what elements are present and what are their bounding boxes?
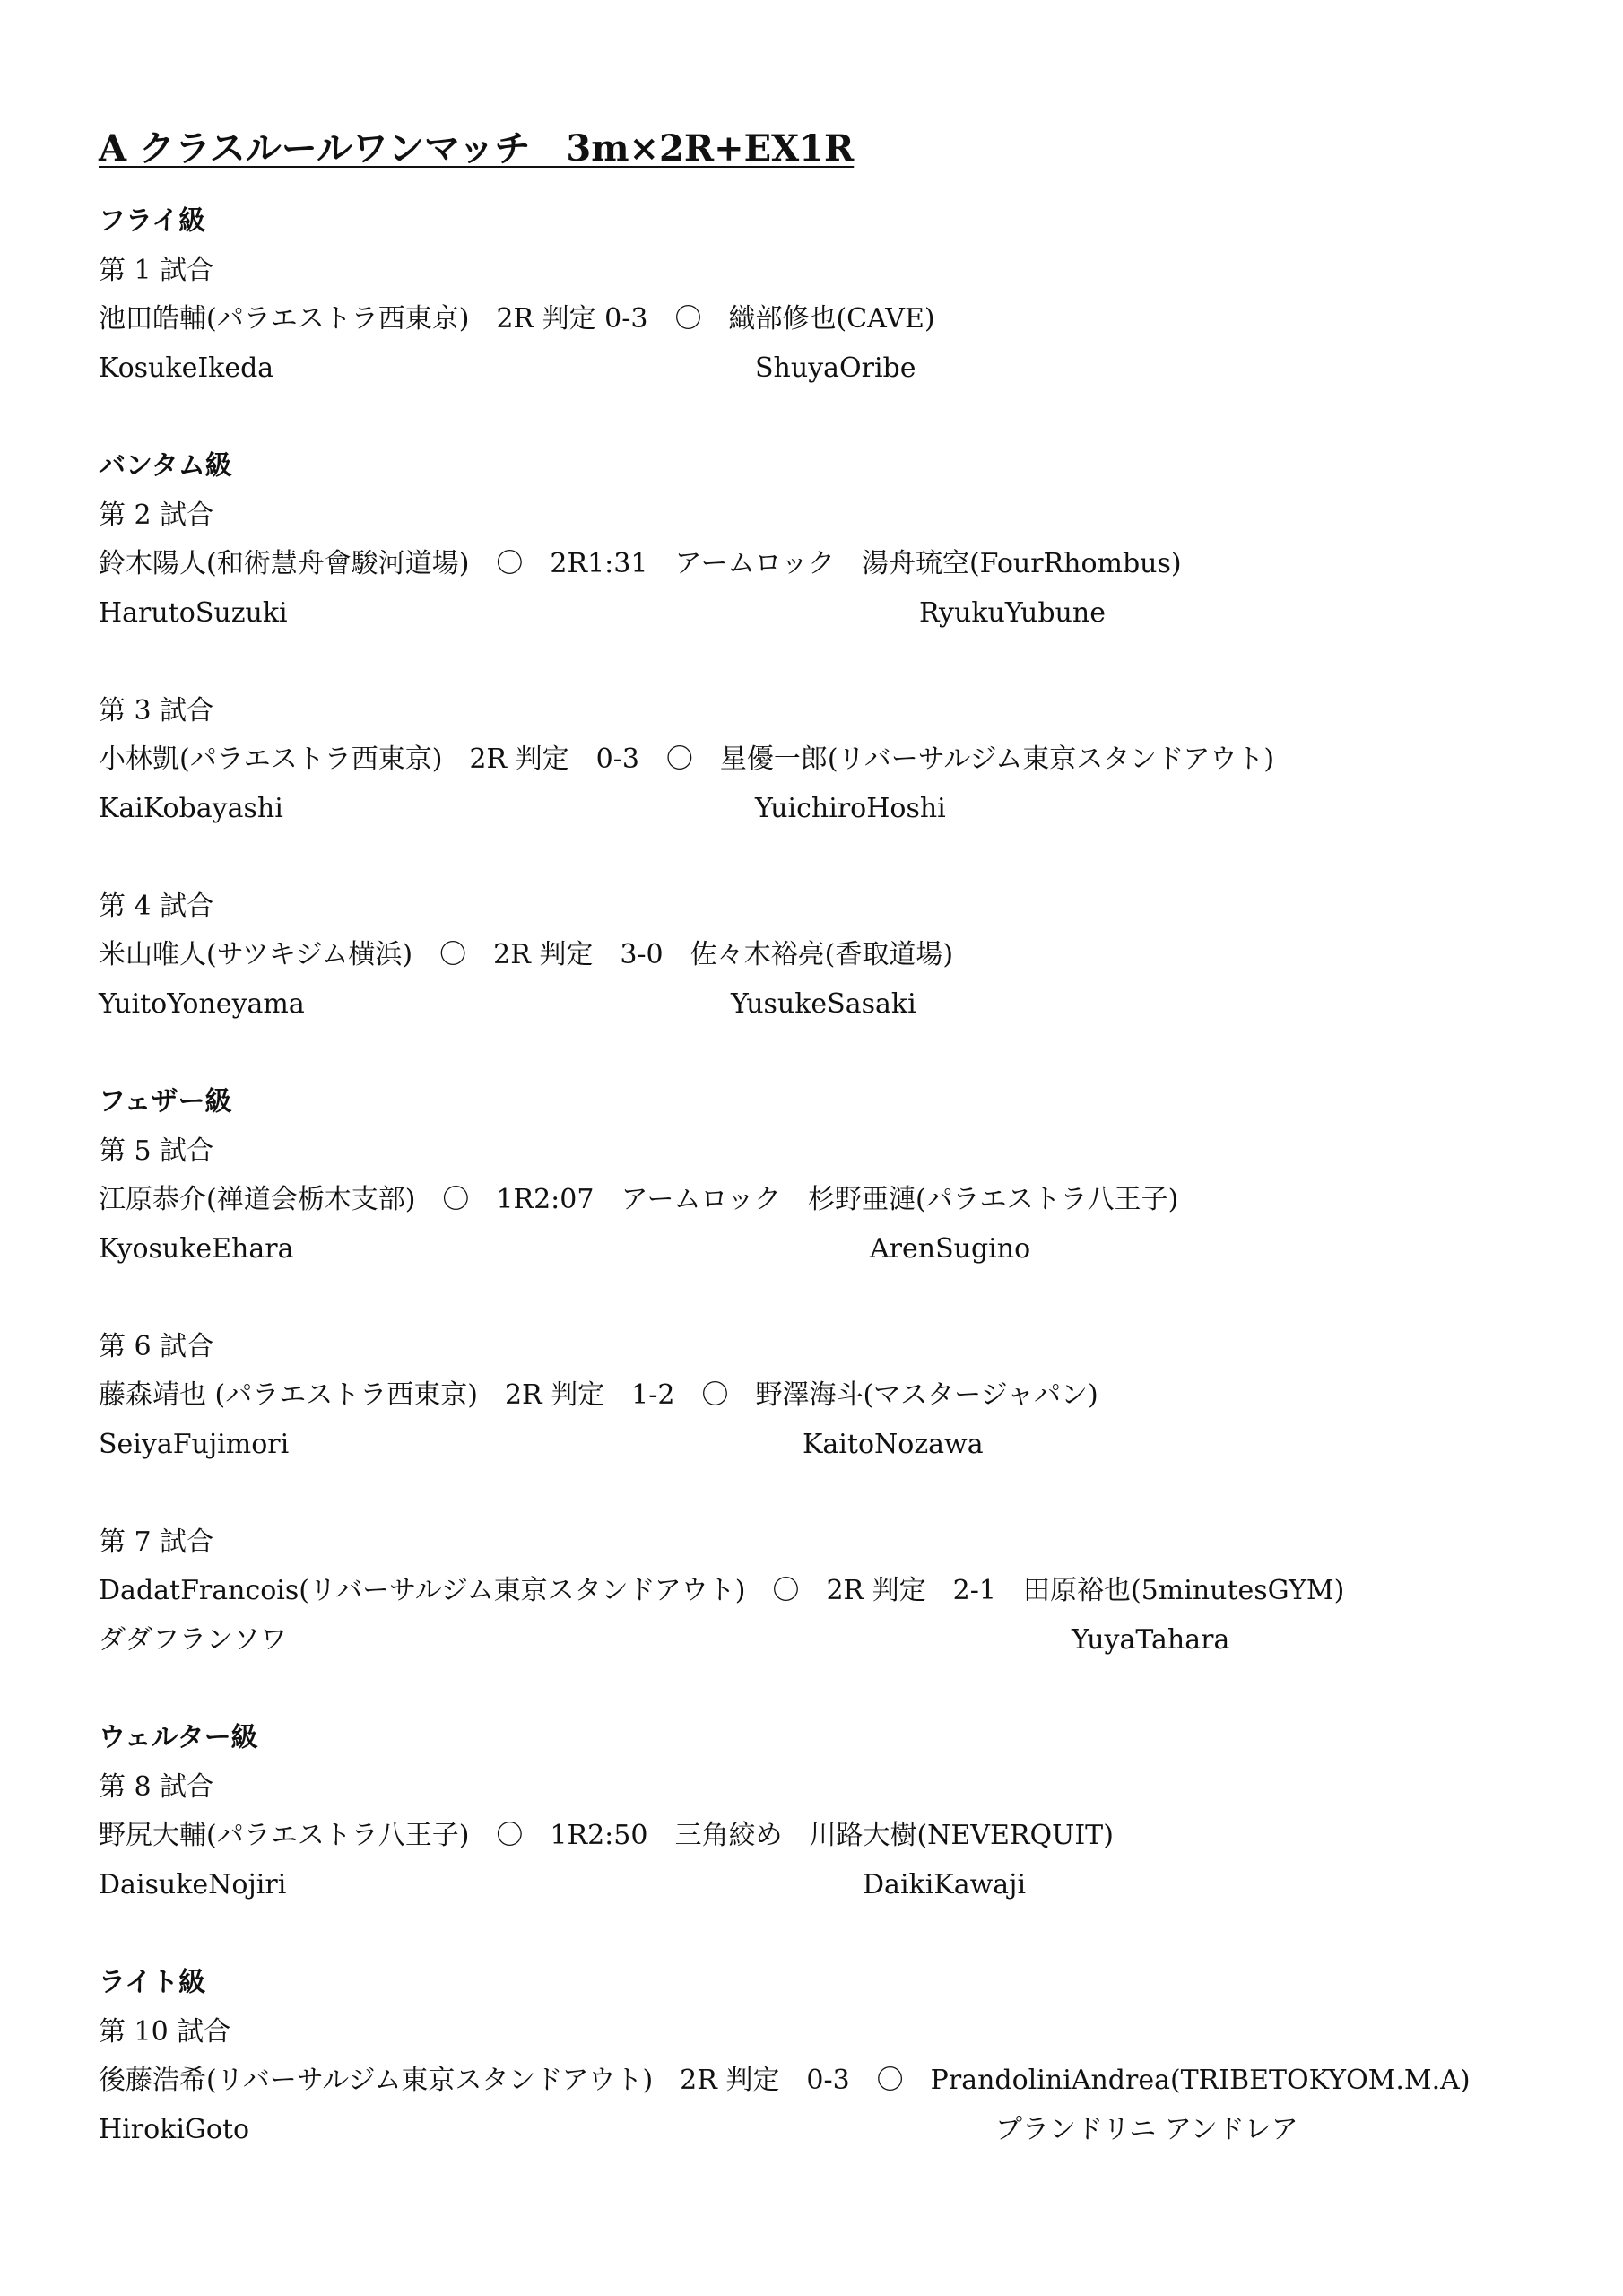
bout-right-fighter-name: YusukeSasaki bbox=[731, 988, 916, 1020]
bout-left-fighter-name: DaisukeNojiri bbox=[99, 1869, 287, 1900]
bout-left-fighter-name: KyosukeEhara bbox=[99, 1233, 294, 1265]
bout-right-fighter-name: RyukuYubune bbox=[919, 597, 1106, 629]
bout-result: 江原恭介(禅道会栃木支部) 〇 1R2:07 アームロック 杉野亜漣(パラエストラ八王子) bbox=[99, 1184, 1179, 1215]
bout-result: 鈴木陽人(和術慧舟會駿河道場) 〇 2R1:31 アームロック 湯舟琉空(FourRhombus) bbox=[99, 548, 1182, 579]
bout-left-fighter-name: ダダフランソワ bbox=[99, 1624, 287, 1656]
division-heading-fly: フライ級 bbox=[99, 205, 206, 237]
division-heading-welter: ウェルター級 bbox=[99, 1722, 258, 1753]
bout-right-fighter-name: YuyaTahara bbox=[1072, 1624, 1230, 1656]
division-heading-light: ライト級 bbox=[99, 1967, 206, 1998]
bout-right-fighter-name: YuichiroHoshi bbox=[755, 793, 946, 824]
bout-label: 第 8 試合 bbox=[99, 1771, 214, 1803]
bout-left-fighter-name: KaiKobayashi bbox=[99, 793, 283, 824]
bout-label: 第 1 試合 bbox=[99, 255, 214, 286]
bout-left-fighter-name: YuitoYoneyama bbox=[99, 988, 305, 1020]
division-heading-feather: フェザー級 bbox=[99, 1086, 232, 1118]
bout-label: 第 5 試合 bbox=[99, 1135, 214, 1167]
bout-label: 第 10 試合 bbox=[99, 2016, 231, 2048]
bout-left-fighter-name: HarutoSuzuki bbox=[99, 597, 288, 629]
bout-result: 池田皓輔(パラエストラ西東京) 2R 判定 0-3 〇 織部修也(CAVE) bbox=[99, 303, 935, 335]
bout-result: 野尻大輔(パラエストラ八王子) 〇 1R2:50 三角絞め 川路大樹(NEVERQUIT) bbox=[99, 1820, 1114, 1851]
bout-result: DadatFrancois(リバーサルジム東京スタンドアウト) 〇 2R 判定 2-1 田原裕也(5minutesGYM) bbox=[99, 1575, 1345, 1606]
bout-result: 小林凱(パラエストラ西東京) 2R 判定 0-3 〇 星優一郎(リバーサルジム東京スタンドアウト) bbox=[99, 744, 1275, 775]
bout-label: 第 4 試合 bbox=[99, 891, 214, 922]
bout-right-fighter-name: プランドリニ アンドレア bbox=[995, 2114, 1298, 2145]
bout-left-fighter-name: SeiyaFujimori bbox=[99, 1429, 290, 1460]
bout-result: 後藤浩希(リバーサルジム東京スタンドアウト) 2R 判定 0-3 〇 PrandoliniAndrea(TRIBETOKYOM.M.A) bbox=[99, 2065, 1471, 2096]
bout-result: 藤森靖也 (パラエストラ西東京) 2R 判定 1-2 〇 野澤海斗(マスタージャパン) bbox=[99, 1379, 1098, 1411]
bout-right-fighter-name: DaikiKawaji bbox=[863, 1869, 1027, 1900]
bout-left-fighter-name: KosukeIkeda bbox=[99, 352, 274, 384]
bout-label: 第 3 試合 bbox=[99, 695, 214, 726]
bout-label: 第 6 試合 bbox=[99, 1331, 214, 1362]
bout-result: 米山唯人(サツキジム横浜) 〇 2R 判定 3-0 佐々木裕亮(香取道場) bbox=[99, 939, 954, 970]
bout-label: 第 7 試合 bbox=[99, 1526, 214, 1558]
bout-label: 第 2 試合 bbox=[99, 500, 214, 531]
bout-right-fighter-name: ArenSugino bbox=[870, 1233, 1031, 1265]
bout-right-fighter-name: ShuyaOribe bbox=[755, 352, 916, 384]
bout-left-fighter-name: HirokiGoto bbox=[99, 2114, 250, 2145]
bout-right-fighter-name: KaitoNozawa bbox=[803, 1429, 984, 1460]
page-title: A クラスルールワンマッチ 3m×2R+EX1R bbox=[99, 127, 855, 170]
division-heading-bantam: バンタム級 bbox=[99, 450, 232, 482]
